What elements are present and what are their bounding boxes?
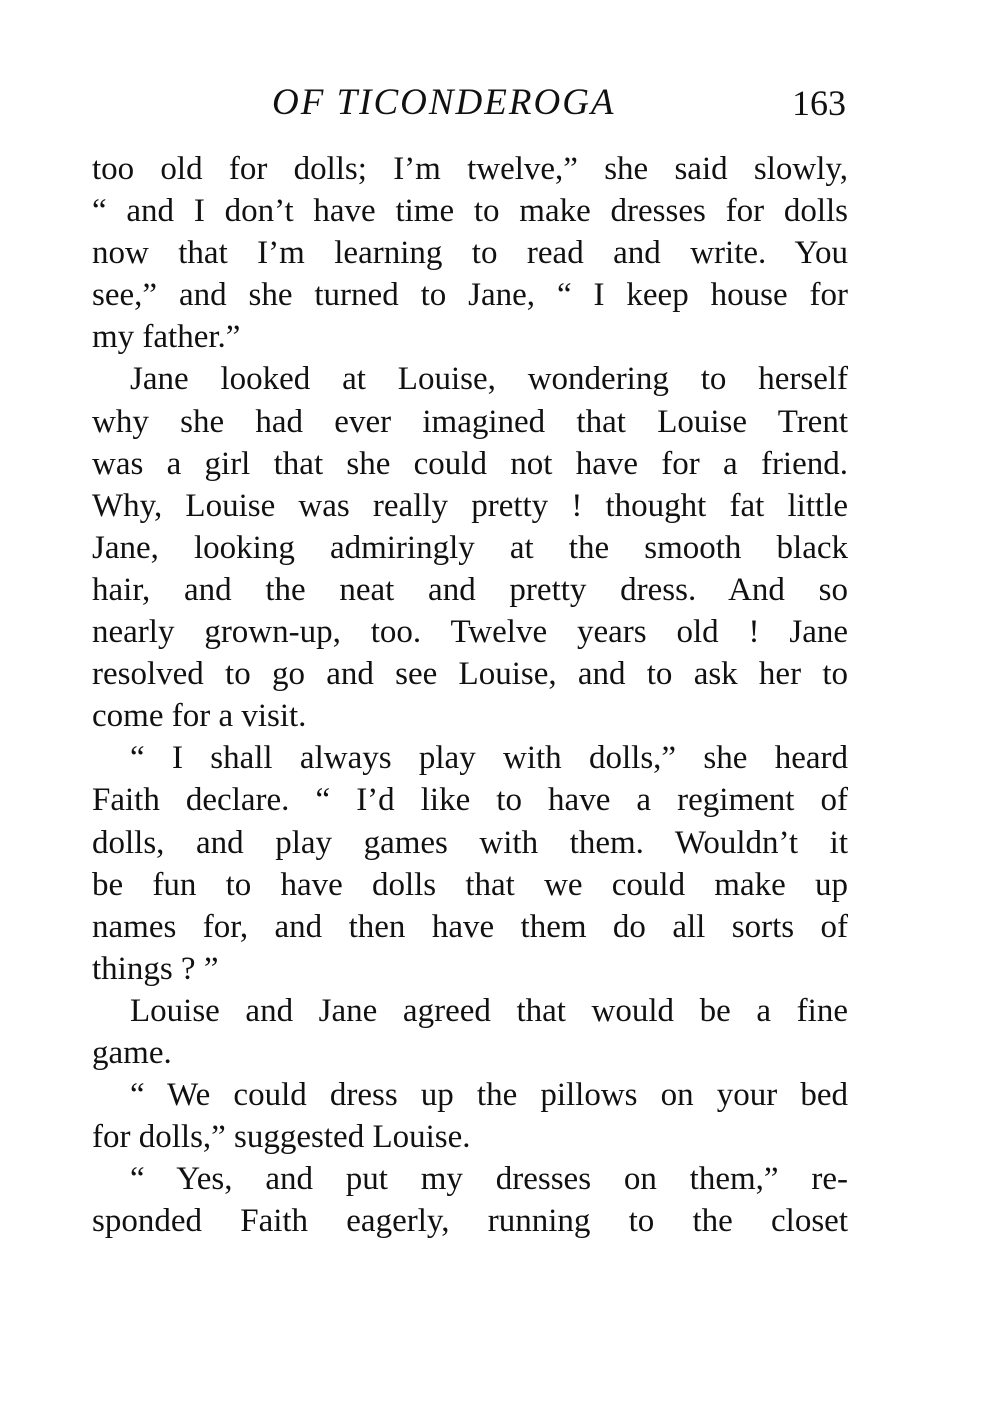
text-line: “ I shall always play with dolls,” she heard [130,740,848,777]
page-number: 163 [792,83,846,123]
text-line: Louise and Jane agreed that would be a fine [130,992,848,1029]
running-header [92,78,848,128]
text-line: Jane looked at Louise, wondering to herself [130,361,848,398]
text-line: too old for dolls; I’m twelve,” she said slowly, [92,151,848,187]
text-line: “ and I don’t have time to make dresses for dolls [92,193,848,230]
text-line: sponded Faith eagerly, running to the closet [92,1203,848,1240]
running-title: OF TICONDEROGA [272,82,616,123]
text-line: Jane, looking admiringly at the smooth black [92,529,848,566]
text-line: my father.” [92,319,241,356]
body-text [92,148,848,1242]
text-line: see,” and she turned to Jane, “ I keep house for [92,277,848,314]
text-line: names for, and then have them do all sorts of [92,908,848,945]
text-line: hair, and the neat and pretty dress. And so [92,571,848,608]
text-line: Why, Louise was really pretty ! thought fat little [92,487,848,524]
text-line: game. [92,1034,172,1071]
text-line: come for a visit. [92,698,307,735]
text-line: “ Yes, and put my dresses on them,” re- [130,1161,848,1198]
text-line: now that I’m learning to read and write. You [92,235,848,272]
text-line: nearly grown-up, too. Twelve years old ! Jane [92,614,848,651]
text-line: “ We could dress up the pillows on your bed [130,1077,848,1114]
text-line: was a girl that she could not have for a friend. [92,445,848,482]
text-line: why she had ever imagined that Louise Trent [92,403,848,440]
text-line: for dolls,” suggested Louise. [92,1119,471,1156]
text-line: dolls, and play games with them. Wouldn’t it [92,824,848,861]
text-line: things ? ” [92,950,219,987]
text-line: be fun to have dolls that we could make up [92,866,848,903]
text-line: Faith declare. “ I’d like to have a regiment of [92,782,848,819]
text-line: resolved to go and see Louise, and to ask her to [92,656,848,693]
